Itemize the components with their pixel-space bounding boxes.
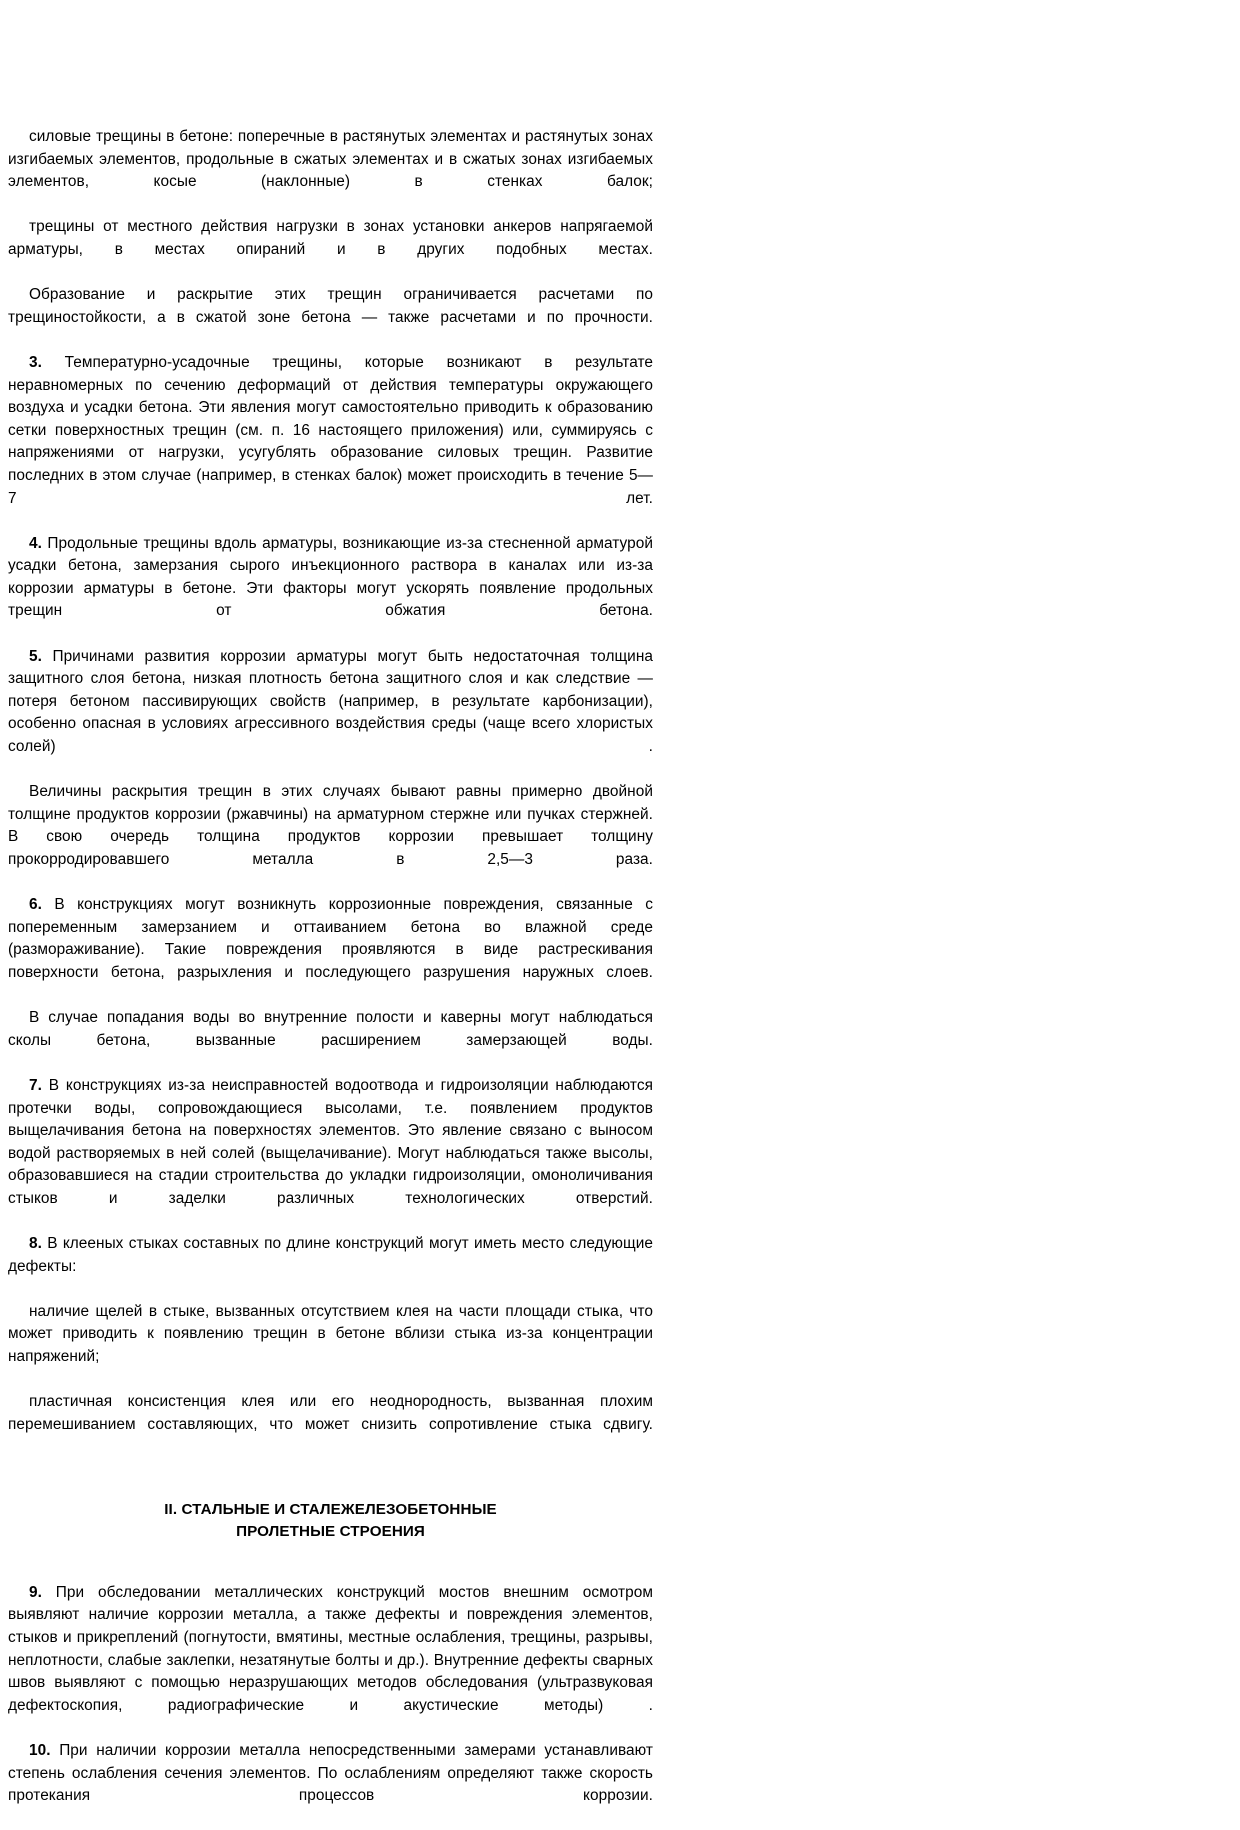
paragraph-p13 (8, 1391, 653, 1459)
paragraph-item-6 (8, 894, 653, 1007)
paragraph-item-7 (8, 1075, 653, 1233)
paragraph-item-9 (8, 1582, 653, 1740)
item-number: 8. (29, 1235, 42, 1253)
paragraph-text: В случае попадания воды во внутренние полости и каверны могут наблюдаться сколы бетона, вызванные расширением замерзающей воды. (8, 1009, 653, 1049)
paragraph-p3 (8, 284, 653, 352)
paragraph-item-10 (8, 1740, 653, 1830)
section-heading-line-2: ПРОЛЕТНЫЕ СТРОЕНИЯ (236, 1523, 425, 1541)
paragraph-text: В клееных стыках составных по длине конструкций могут иметь место следующие дефекты: (8, 1235, 653, 1275)
item-number: 4. (29, 534, 42, 552)
paragraph-text: пластичная консистенция клея или его неоднородность, вызванная плохим перемешиванием составляющих, что может снизить сопротивление стыка сдвигу. (8, 1393, 653, 1433)
heading-spacer-bottom (8, 1544, 653, 1582)
paragraph-text: Образование и раскрытие этих трещин ограничивается расчетами по трещиностойкости, а в сжатой зоне бетона — также расчетами и по прочности. (8, 286, 653, 326)
paragraph-p9 (8, 1007, 653, 1075)
heading-spacer-top (8, 1459, 653, 1499)
item-number: 3. (29, 353, 42, 371)
paragraph-text: Величины раскрытия трещин в этих случаях бывают равны примерно двойной толщине продуктов коррозии (ржавчины) на арматурном стержне или пучках стержней. В свою очередь толщина продуктов коррозии превышает толщину прокорродировавшего металла в 2,5—3 раза. (8, 783, 653, 868)
item-number: 10. (29, 1742, 51, 1759)
paragraph-p1 (8, 126, 653, 216)
paragraph-text: наличие щелей в стыке, вызванных отсутствием клея на части площади стыка, что может приводить к появлению трещин в бетоне вблизи стыка из-за концентрации напряжений; (8, 1302, 653, 1366)
paragraph-text: При наличии коррозии металла непосредственными замерами устанавливают степень ослабления сечения элементов. По ослаблениям определяют также скорость протекания процессов коррозии. (8, 1742, 653, 1805)
paragraph-p12 (8, 1301, 653, 1391)
paragraph-item-3 (8, 352, 653, 533)
section-heading-line-1: II. СТАЛЬНЫЕ И СТАЛЕЖЕЛЕЗОБЕТОННЫЕ (164, 1501, 497, 1519)
paragraph-item-8 (8, 1233, 653, 1301)
paragraph-text: силовые трещины в бетоне: поперечные в растянутых элементах и растянутых зонах изгибаемых элементов, продольные в сжатых элементах и в сжатых зонах изгибаемых элементов, косые (наклонные) в стенках балок; (8, 128, 653, 191)
text-column (8, 126, 653, 1830)
paragraph-text: Продольные трещины вдоль арматуры, возникающие из-за стесненной арматурой усадки бетона, замерзания сырого инъекционного раствора в каналах или из-за коррозии арматуры в бетоне. Эти факторы могут ускорять появление продольных трещин от обжатия бетона. (8, 534, 653, 620)
paragraph-text: При обследовании металлических конструкций мостов внешним осмотром выявляют наличие коррозии металла, а также дефекты и повреждения элементов, стыков и прикреплений (погнутости, вмятины, местные ослабления, трещины, разрывы, неплотности, слабые заклепки, незатянутые болты и др.). Внутренние дефекты сварных швов выявляют с помощью неразрушающих методов обследования (ультразвуковая дефектоскопия, радиографические и акустические методы) . (8, 1583, 653, 1714)
item-number: 5. (29, 647, 42, 665)
paragraph-p7 (8, 781, 653, 894)
item-number: 9. (29, 1583, 42, 1601)
paragraph-item-4 (8, 533, 653, 646)
paragraph-text: Причинами развития коррозии арматуры могут быть недостаточная толщина защитного слоя бетона, низкая плотность бетона защитного слоя и как следствие — потеря бетоном пассивирующих свойств (например, в результате карбонизации), особенно опасная в условиях агрессивного воздействия среды (чаще всего хлористых солей) . (8, 647, 653, 756)
paragraph-text: В конструкциях из-за неисправностей водоотвода и гидроизоляции наблюдаются протечки воды, сопровождающиеся высолами, т.е. появлением продуктов выщелачивания бетона на поверхностях элементов. Это явление связано с выносом водой растворяемых в ней солей (выщелачивание). Могут наблюдаться также высолы, образовавшиеся на стадии строительства до укладки гидроизоляции, омоноличивания стыков и заделки различных технологических отверстий. (8, 1076, 653, 1207)
item-number: 6. (29, 896, 42, 914)
item-number: 7. (29, 1076, 42, 1094)
paragraph-text: Температурно-усадочные трещины, которые возникают в результате неравномерных по сечению деформаций от действия температуры окружающего воздуха и усадки бетона. Эти явления могут самостоятельно приводить к образованию сетки поверхностных трещин (см. п. 16 настоящего приложения) или, суммируясь с напряжениями от нагрузки, усугублять образование силовых трещин. Развитие последних в этом случае (например, в стенках балок) может происходить в течение 5—7 лет. (8, 353, 653, 507)
paragraph-text: В конструкциях могут возникнуть коррозионные повреждения, связанные с попеременным замерзанием и оттаиванием бетона во влажной среде (размораживание). Такие повреждения проявляются в виде растрескивания поверхности бетона, разрыхления и последующего разрушения наружных слоев. (8, 896, 653, 981)
paragraph-text: трещины от местного действия нагрузки в зонах установки анкеров напрягаемой арматуры, в местах опираний и в других подобных местах. (8, 218, 653, 258)
paragraph-p2 (8, 216, 653, 284)
paragraph-item-5 (8, 646, 653, 782)
